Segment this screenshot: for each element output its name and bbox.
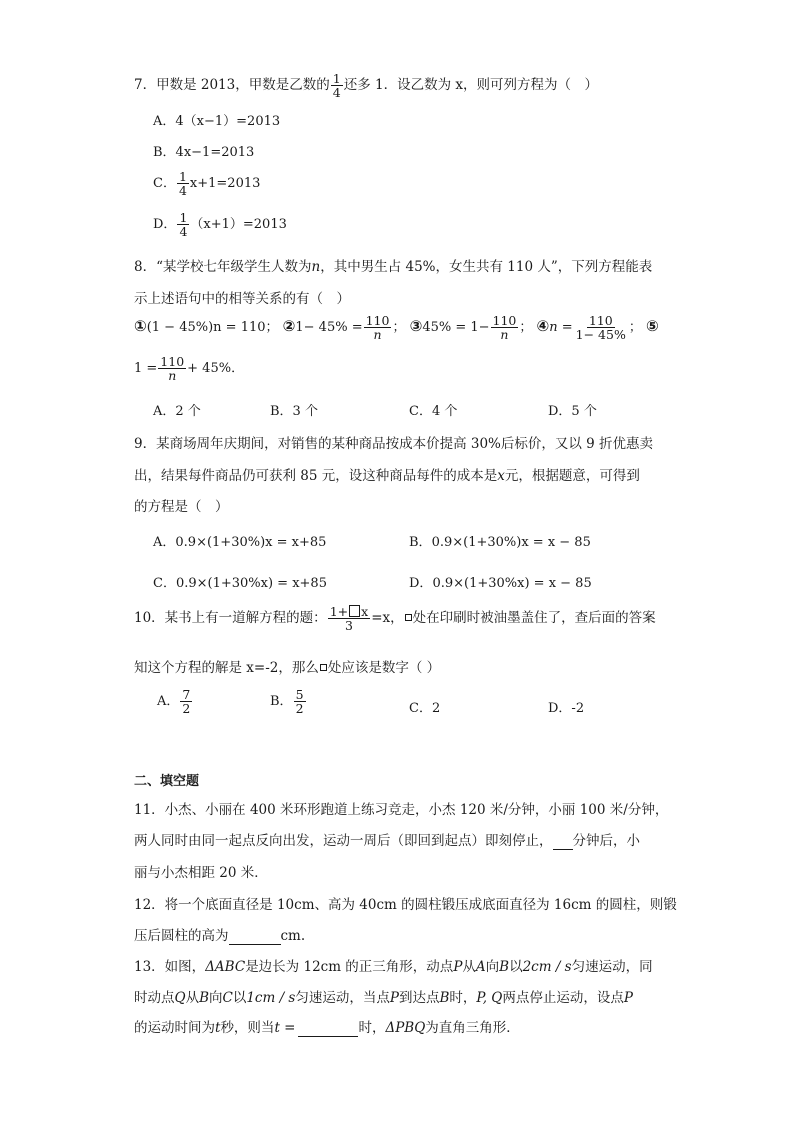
- q7-option-c-den: 4: [178, 183, 187, 199]
- q8-sep-3: ；: [519, 320, 533, 336]
- q8-f3-num: 110: [492, 313, 517, 328]
- q13-point-p: P: [453, 959, 463, 975]
- answer-blank[interactable]: [553, 833, 573, 850]
- q11-line2-a: 两人同时由同一起点反向出发，运动一周后（即回到起点）即刻停止，: [134, 833, 553, 849]
- q10-option-b: [270, 688, 307, 715]
- q7-fraction: [331, 72, 343, 99]
- q7-option-d-label: D．: [153, 217, 177, 233]
- q9-option-b-label: B．: [409, 535, 432, 550]
- q13-line3-b: 秒，则当: [220, 1020, 275, 1036]
- q7-option-a: A．4（x−1）=2013: [153, 114, 281, 129]
- q8-f5-den: n: [168, 368, 177, 384]
- q13-line2-h: 两点停止运动，设点: [502, 990, 624, 1006]
- q10-frac-den: 3: [344, 618, 353, 634]
- q13-points-pq: P, Q: [476, 990, 503, 1006]
- q12-line2-a: 压后圆柱的高为: [134, 928, 229, 944]
- q7-option-c-label: C．: [153, 176, 176, 192]
- q13-line1: [134, 955, 653, 975]
- q13-point-q: Q: [174, 990, 186, 1006]
- q7-option-b: B．4x−1=2013: [153, 145, 255, 160]
- q13-point-a: A: [475, 959, 486, 975]
- q8-f5-post: + 45%．: [187, 361, 245, 377]
- q8-formula-2-pre: 1− 45% =: [295, 320, 363, 336]
- q10-option-a-fraction: [180, 688, 192, 715]
- q8-formula-2-fraction: [364, 314, 392, 341]
- q9-stem-line2: [134, 464, 640, 484]
- q12-line1: 12．将一个底面直径是 10cm、高为 40cm 的圆柱锻压成底面直径为 16cm 的圆柱，则锻: [134, 897, 677, 913]
- q11-line2-b: 分钟后，小: [572, 833, 640, 849]
- q8-formula-3-pre: 45% = 1−: [422, 320, 490, 336]
- q13-point-c: C: [222, 990, 233, 1006]
- q8-f5-pre: 1 =: [134, 361, 158, 377]
- q7-option-d: [153, 211, 287, 238]
- q10-option-a-label: A．: [157, 694, 180, 710]
- q10-option-b-den: 2: [295, 701, 304, 717]
- q13-variable-t: t: [215, 1020, 221, 1036]
- q8-f3-den: n: [500, 327, 509, 343]
- q8-variable-n: n: [311, 259, 321, 275]
- q13-line1-b: 是边长为 12cm 的正三角形，动点: [245, 959, 454, 975]
- q9-option-d-formula: 0.9×(1+30%x) = x − 85: [432, 576, 592, 591]
- q9-option-b-formula: 0.9×(1+30%)x = x − 85: [431, 535, 591, 550]
- q10-option-a-num: 7: [182, 687, 191, 702]
- circled-4-marker: ④: [536, 317, 550, 336]
- q9-option-a-formula: 0.9×(1+30%)x = x+85: [175, 535, 327, 550]
- q13-line1-d: 向: [485, 959, 500, 975]
- q12-line2-b: cm.: [280, 928, 306, 944]
- q13-line2-c: 向: [209, 990, 223, 1006]
- q8-line1-text-b: ，其中男生占 45%，女生共有 110 人”，下列方程能表: [320, 259, 653, 275]
- q7-stem-text-b: 还多 1．设乙数为 x，则可列方程为（ ）: [343, 77, 598, 94]
- q9-option-c-label: C．: [153, 576, 176, 591]
- q13-point-p: P: [623, 990, 633, 1006]
- q13-line1-f: 匀速运动，同: [571, 959, 653, 975]
- q12-line2: [134, 924, 305, 945]
- answer-blank[interactable]: [229, 928, 281, 945]
- q13-line3-c: 时，: [358, 1020, 386, 1036]
- q7-option-d-rest: （x+1）=2013: [190, 217, 287, 233]
- q8-f2-num: 110: [365, 313, 390, 328]
- q10-stem-line1: [134, 605, 656, 632]
- q10-stem-line2: [134, 656, 440, 676]
- q8-option-d: D．5 个: [548, 404, 597, 419]
- q10-frac-num: [328, 605, 371, 619]
- q7-frac-den: 4: [332, 85, 341, 101]
- q13-triangle-pbq: ΔPBQ: [385, 1020, 426, 1036]
- section-title: 二、填空题: [134, 774, 200, 789]
- small-box-icon: [405, 614, 412, 621]
- q8-formula-4-pre: n =: [549, 320, 573, 336]
- q13-speed-q: 1cm / s: [246, 990, 296, 1006]
- q8-f4-num: 110: [588, 313, 613, 328]
- q13-t-equals: t =: [274, 1020, 296, 1036]
- q10-option-b-label: B．: [270, 694, 293, 710]
- q9-option-b: [409, 531, 591, 550]
- circled-5-marker: ⑤: [646, 317, 659, 336]
- q13-line2-f: 到达点: [398, 990, 440, 1006]
- answer-blank[interactable]: [298, 1020, 358, 1037]
- q13-line2-b: 从: [185, 990, 200, 1006]
- q7-option-c-num: 1: [178, 169, 187, 184]
- q13-point-b: B: [439, 990, 450, 1006]
- q7-option-d-num: 1: [179, 210, 188, 225]
- q8-f5-num: 110: [160, 354, 185, 369]
- q9-option-d-label: D．: [409, 576, 433, 591]
- q9-option-c: [153, 572, 327, 591]
- q13-speed-p: 2cm / s: [522, 959, 572, 975]
- q8-f4-den: 1− 45%: [575, 327, 626, 343]
- q9-stem-line3: 的方程是（ ）: [134, 499, 229, 515]
- q8-option-c: C．4 个: [409, 404, 458, 419]
- q13-line2: [134, 986, 633, 1006]
- small-box-icon: [320, 664, 327, 671]
- q13-point-b: B: [199, 990, 209, 1006]
- q10-option-b-fraction: [294, 688, 306, 715]
- q8-option-a: A．2 个: [153, 404, 201, 419]
- q9-line2-a: 出，结果每件商品仍可获利 85 元，设这种商品每件的成本是: [134, 468, 498, 484]
- q10-option-a: [157, 688, 193, 715]
- q8-option-b: B．3 个: [270, 404, 318, 419]
- q7-option-d-fraction: [177, 211, 189, 238]
- q8-formulas-row: [134, 314, 659, 341]
- q10-fraction: [328, 605, 371, 632]
- q7-option-c-rest: x+1=2013: [189, 176, 261, 192]
- covered-box-icon: [349, 605, 360, 617]
- q10-line2-a: 知这个方程的解是 x=-2，那么: [134, 660, 319, 676]
- q9-stem-line1: 9．某商场周年庆期间，对销售的某种商品按成本价提高 30%后标价，又以 9 折优惠卖: [134, 436, 654, 452]
- q10-frac-num-b: x: [361, 604, 369, 619]
- q13-line2-g: 时，: [449, 990, 477, 1006]
- q8-sep-4: ；: [628, 320, 642, 336]
- q13-line1-e: 以: [509, 959, 523, 975]
- q10-stem-a: 10．某书上有一道解方程的题：: [134, 610, 327, 627]
- q10-frac-num-a: 1+: [329, 604, 349, 619]
- q10-option-a-den: 2: [182, 701, 191, 717]
- q8-stem-line2: 示上述语句中的相等关系的有（ ）: [134, 291, 350, 307]
- q13-triangle-abc: ΔABC: [205, 959, 246, 975]
- q8-stem-line1: [134, 255, 652, 275]
- q13-line1-c: 从: [462, 959, 476, 975]
- q9-variable-x: x: [497, 468, 505, 484]
- q8-formula-3-fraction: [491, 314, 519, 341]
- q11-line2: [134, 829, 640, 850]
- q10-option-c: C．2: [409, 701, 441, 716]
- q13-line2-e: 匀速运动，当点: [295, 990, 390, 1006]
- q13-point-b: B: [499, 959, 510, 975]
- q8-formula-4-fraction: [574, 314, 628, 341]
- q13-point-p: P: [389, 990, 399, 1006]
- q10-stem-c: 处在印刷时被油墨盖住了，查后面的答案: [412, 610, 656, 627]
- q13-line3: [134, 1016, 520, 1037]
- q9-option-a-label: A．: [153, 535, 176, 550]
- q7-frac-num: 1: [332, 71, 341, 86]
- q13-line3-d: 为直角三角形．: [425, 1020, 520, 1036]
- q9-option-c-formula: 0.9×(1+30%x) = x+85: [175, 576, 327, 591]
- q11-line1: 11．小杰、小丽在 400 米环形跑道上练习竞走，小杰 120 米/分钟，小丽 100 米/分钟，: [134, 802, 669, 818]
- q8-sep-1: ；: [265, 320, 279, 336]
- q8-line1-text-a: 8．“某学校七年级学生人数为: [134, 259, 312, 275]
- q10-option-d: D．-2: [548, 701, 585, 716]
- q8-formula-5: [134, 355, 244, 382]
- q13-line3-a: 的运动时间为: [134, 1020, 215, 1036]
- circled-2-marker: ②: [282, 317, 296, 336]
- q10-stem-b: =x，: [371, 610, 404, 627]
- q9-option-d: [409, 572, 592, 591]
- circled-3-marker: ③: [409, 317, 423, 336]
- q8-sep-2: ；: [392, 320, 406, 336]
- q7-stem-text-a: 7．甲数是 2013，甲数是乙数的: [134, 77, 330, 94]
- q10-option-b-num: 5: [295, 687, 304, 702]
- q9-option-a: [153, 531, 326, 550]
- q11-line3: 丽与小杰相距 20 米．: [134, 865, 268, 881]
- q8-formula-5-fraction: [158, 355, 186, 382]
- q8-f2-den: n: [373, 327, 382, 343]
- q9-line2-b: 元，根据题意，可得到: [504, 468, 640, 484]
- q13-line2-d: 以: [232, 990, 247, 1006]
- q13-line1-a: 13．如图，: [134, 959, 206, 975]
- q7-option-c: [153, 170, 260, 197]
- circled-1-marker: ①: [134, 317, 147, 336]
- q7-option-c-fraction: [177, 170, 189, 197]
- q8-formula-1: (1 − 45%)n = 110: [146, 320, 266, 336]
- q7-stem: [134, 72, 598, 99]
- q7-option-d-den: 4: [179, 224, 188, 240]
- q10-line2-b: 处应该是数字（ ）: [327, 660, 441, 676]
- q13-line2-a: 时动点: [134, 990, 175, 1006]
